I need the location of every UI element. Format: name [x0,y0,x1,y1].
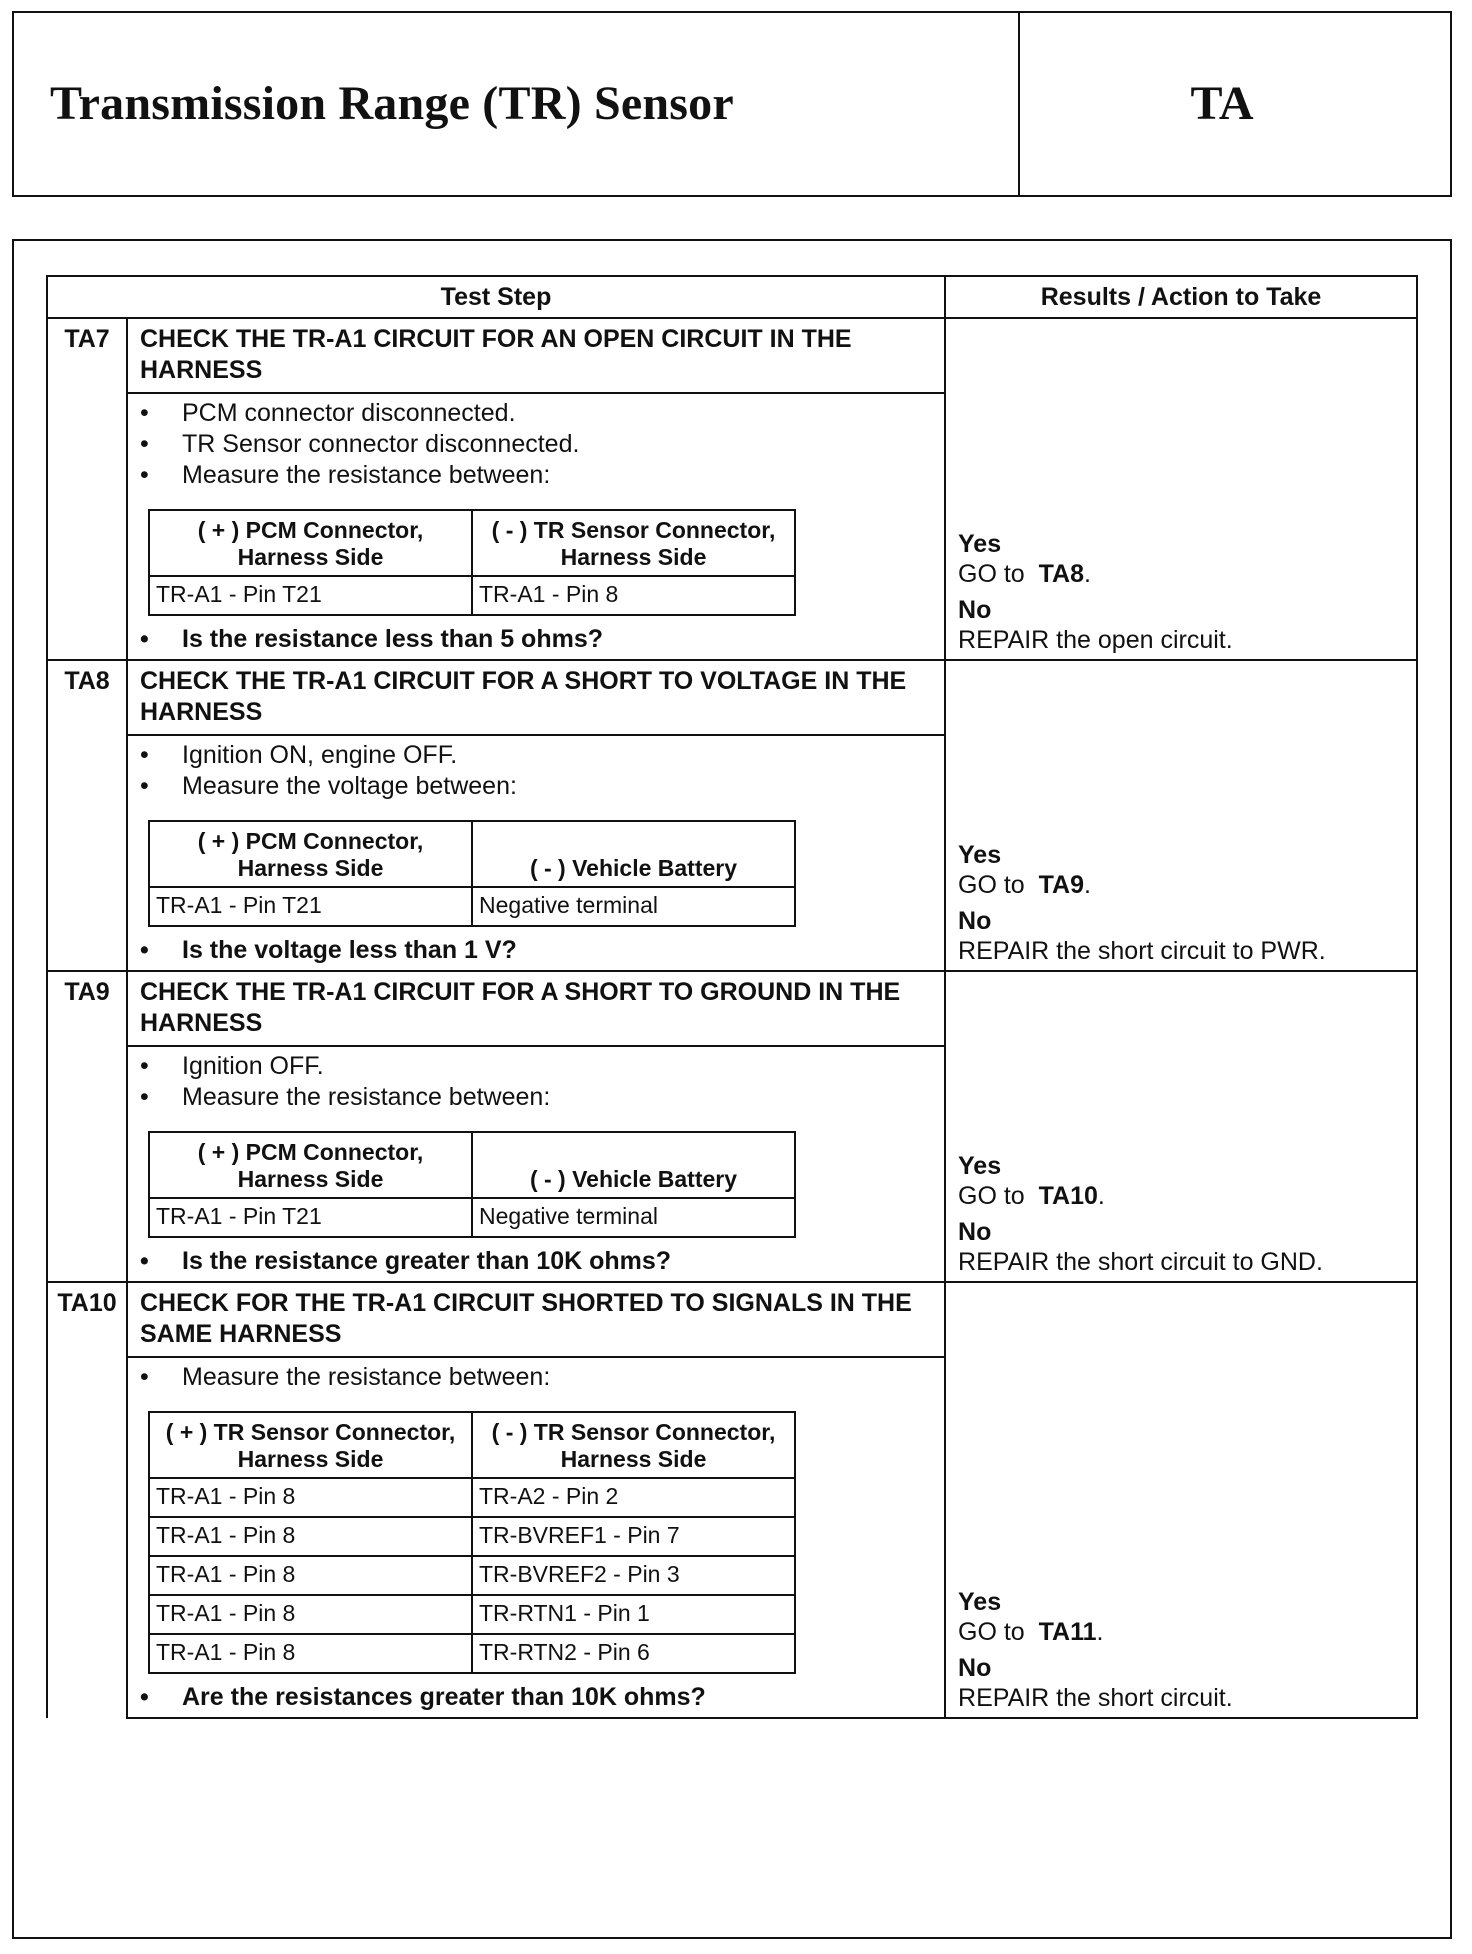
measurement-positive: TR-A1 - Pin 8 [149,1478,472,1517]
measurement-negative: TR-BVREF2 - Pin 3 [472,1556,795,1595]
step-result [945,1282,1417,1718]
step-body [127,1357,945,1718]
step-question: • Are the resistances greater than 10K ohms? [140,1682,934,1713]
measurement-row [149,887,795,926]
step-body [127,735,945,971]
measurement-negative: TR-RTN1 - Pin 1 [472,1595,795,1634]
measurement-header-negative: ( - ) Vehicle Battery [472,821,795,887]
measurement-row [149,1634,795,1673]
step-title-row [47,1282,1417,1357]
step-id: TA9 [47,971,127,1046]
no-label: No [958,1218,992,1246]
measurement-negative: TR-A2 - Pin 2 [472,1478,795,1517]
measurement-row [149,1478,795,1517]
steps-body [47,318,1417,1718]
bullet-item: • Ignition ON, engine OFF. [140,740,934,771]
column-header-results: Results / Action to Take [945,276,1417,318]
yes-action-text: GO to [958,871,1025,899]
step-title: CHECK THE TR-A1 CIRCUIT FOR AN OPEN CIRCUIT IN THE HARNESS [127,318,945,393]
measurement-header-row [149,1412,795,1478]
column-header-test-step: Test Step [47,276,945,318]
no-label: No [958,1654,992,1682]
page-title: Transmission Range (TR) Sensor [50,77,734,130]
measurement-table [148,509,796,616]
step-result [945,318,1417,660]
table-header-row [47,276,1417,318]
step-title: CHECK FOR THE TR-A1 CIRCUIT SHORTED TO SIGNALS IN THE SAME HARNESS [127,1282,945,1357]
yes-action-text: GO to [958,1182,1025,1210]
step-title-row [47,971,1417,1046]
measurement-row [149,1198,795,1237]
measurement-positive: TR-A1 - Pin 8 [149,1517,472,1556]
yes-label: Yes [958,1588,1002,1616]
measurement-header-positive: ( + ) PCM Connector, Harness Side [149,510,472,576]
step-bullets [140,1362,934,1393]
yes-target: TA8 [1038,560,1084,588]
step-question-list [140,935,934,966]
yes-action: GO to TA8. [958,560,1091,588]
bullet-item: • Measure the resistance between: [140,1082,934,1113]
yes-action: GO to TA11. [958,1618,1104,1646]
measurement-header-negative: ( - ) TR Sensor Connector, Harness Side [472,1412,795,1478]
measurement-row [149,1595,795,1634]
measurement-negative: TR-BVREF1 - Pin 7 [472,1517,795,1556]
step-id-spacer [47,1357,127,1718]
no-label: No [958,596,992,624]
step-question-list [140,1246,934,1277]
measurement-negative: Negative terminal [472,887,795,926]
step-question: • Is the voltage less than 1 V? [140,935,934,966]
yes-action-text: GO to [958,1618,1025,1646]
measurement-row [149,576,795,615]
step-question-list [140,1682,934,1713]
step-id-spacer [47,1046,127,1282]
step-result [945,971,1417,1282]
measurement-positive: TR-A1 - Pin 8 [149,1556,472,1595]
measurement-positive: TR-A1 - Pin T21 [149,576,472,615]
step-bullets [140,740,934,802]
measurement-header-positive: ( + ) PCM Connector, Harness Side [149,1132,472,1198]
yes-label: Yes [958,530,1002,558]
measurement-positive: TR-A1 - Pin T21 [149,887,472,926]
step-question: • Is the resistance greater than 10K ohms? [140,1246,934,1277]
bullet-item: • Measure the voltage between: [140,771,934,802]
test-step-table [46,275,1418,1719]
measurement-positive: TR-A1 - Pin 8 [149,1634,472,1673]
step-title: CHECK THE TR-A1 CIRCUIT FOR A SHORT TO GROUND IN THE HARNESS [127,971,945,1046]
step-id: TA7 [47,318,127,393]
measurement-header-positive: ( + ) TR Sensor Connector, Harness Side [149,1412,472,1478]
step-id: TA8 [47,660,127,735]
step-body [127,1046,945,1282]
no-action: REPAIR the short circuit to PWR. [958,937,1326,965]
step-question-list [140,624,934,655]
bullet-item: • Measure the resistance between: [140,1362,934,1393]
step-id-spacer [47,393,127,660]
yes-action-text: GO to [958,560,1025,588]
bullet-item: • PCM connector disconnected. [140,398,934,429]
measurement-negative: Negative terminal [472,1198,795,1237]
yes-target: TA11 [1038,1618,1097,1646]
step-question: • Is the resistance less than 5 ohms? [140,624,934,655]
measurement-header-row [149,510,795,576]
step-title: CHECK THE TR-A1 CIRCUIT FOR A SHORT TO VOLTAGE IN THE HARNESS [127,660,945,735]
measurement-header-positive: ( + ) PCM Connector, Harness Side [149,821,472,887]
yes-label: Yes [958,841,1002,869]
measurement-table [148,820,796,927]
step-title-row [47,660,1417,735]
yes-target: TA10 [1038,1182,1098,1210]
no-action: REPAIR the short circuit. [958,1684,1233,1712]
measurement-negative: TR-A1 - Pin 8 [472,576,795,615]
measurement-positive: TR-A1 - Pin 8 [149,1595,472,1634]
step-result [945,660,1417,971]
no-action: REPAIR the short circuit to GND. [958,1248,1323,1276]
step-bullets [140,398,934,491]
step-id: TA10 [47,1282,127,1357]
measurement-row [149,1556,795,1595]
step-body [127,393,945,660]
bullet-item: • TR Sensor connector disconnected. [140,429,934,460]
yes-label: Yes [958,1152,1002,1180]
no-action: REPAIR the open circuit. [958,626,1233,654]
section-code: TA [1190,77,1254,130]
bullet-item: • Measure the resistance between: [140,460,934,491]
measurement-header-negative: ( - ) Vehicle Battery [472,1132,795,1198]
measurement-negative: TR-RTN2 - Pin 6 [472,1634,795,1673]
bullet-item: • Ignition OFF. [140,1051,934,1082]
measurement-table [148,1411,796,1674]
step-bullets [140,1051,934,1113]
step-id-spacer [47,735,127,971]
measurement-header-row [149,821,795,887]
measurement-row [149,1517,795,1556]
no-label: No [958,907,992,935]
measurement-table [148,1131,796,1238]
yes-action: GO to TA10. [958,1182,1105,1210]
measurement-header-row [149,1132,795,1198]
step-title-row [47,318,1417,393]
yes-action: GO to TA9. [958,871,1091,899]
yes-target: TA9 [1038,871,1084,899]
measurement-positive: TR-A1 - Pin T21 [149,1198,472,1237]
measurement-header-negative: ( - ) TR Sensor Connector, Harness Side [472,510,795,576]
